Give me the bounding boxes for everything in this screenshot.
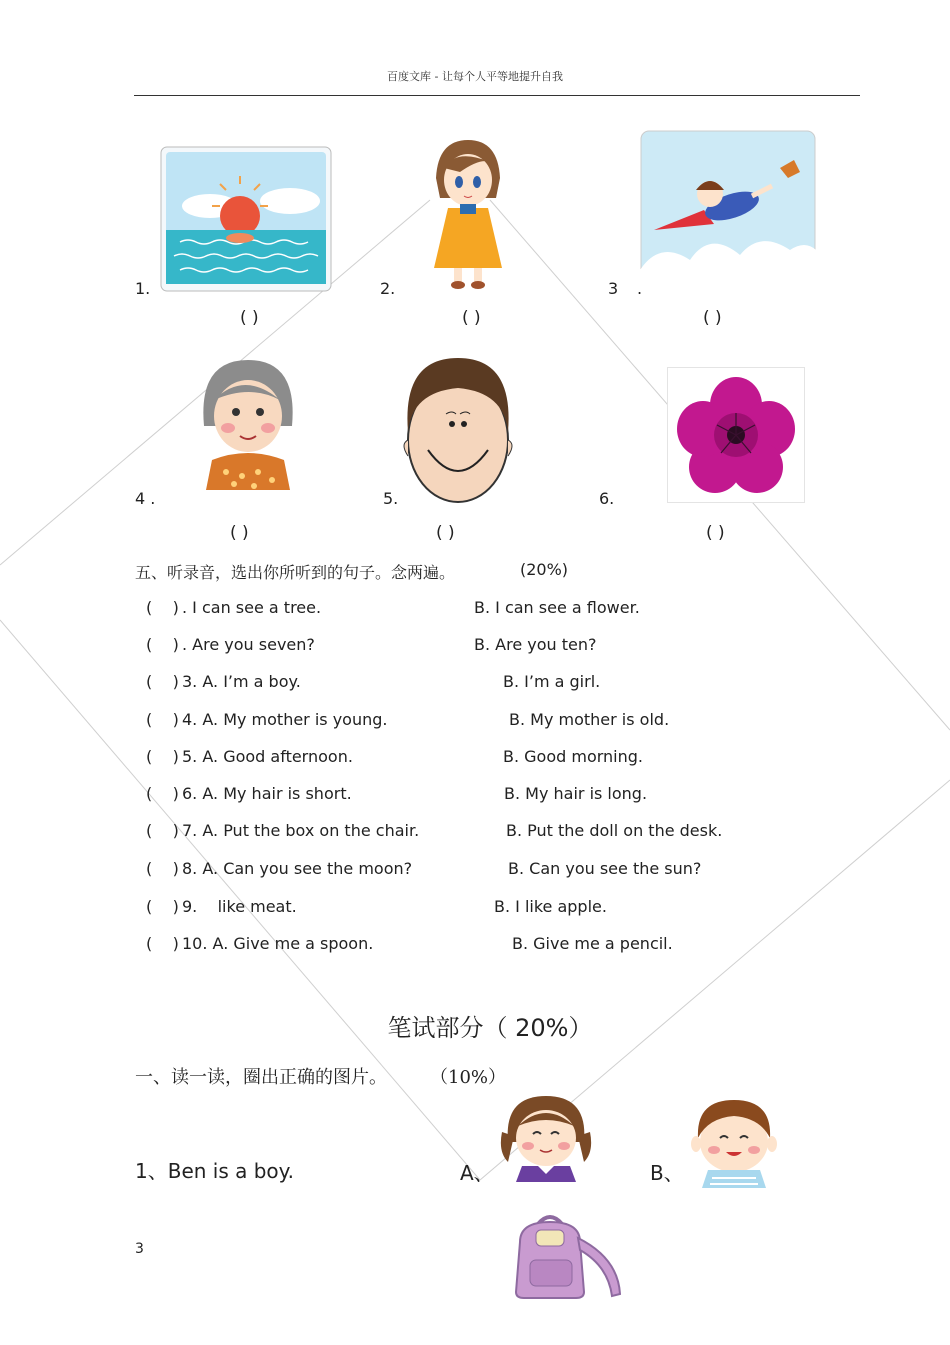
picture-3-flying-girl [640, 130, 816, 293]
picture-4-answer[interactable]: ( ) [230, 523, 249, 543]
question-5-bracket[interactable]: ( ) [146, 747, 179, 766]
flying-girl-icon [640, 130, 816, 293]
section5-title: 五、听录音，选出你所听到的句子。念两遍。 [135, 563, 456, 582]
boy-face-icon-2 [688, 1098, 780, 1188]
picture-5-boy-face [402, 354, 514, 506]
grandmother-icon [196, 356, 296, 492]
picture-4-grandmother [196, 356, 296, 492]
picture-6-number: 6. [599, 489, 615, 508]
picture-5-answer[interactable]: ( ) [436, 523, 455, 543]
question-7-option-b: B. Put the doll on the desk. [506, 821, 723, 840]
girl-icon [426, 138, 510, 290]
option-a-girl-picture[interactable] [500, 1092, 592, 1182]
question-4-option-b: B. My mother is old. [509, 710, 670, 729]
question-2-option-b: B. Are you ten? [474, 635, 597, 654]
question-8-bracket[interactable]: ( ) [146, 859, 179, 878]
question-2-option-a: . Are you seven? [182, 635, 315, 654]
question-8-option-b: B. Can you see the sun? [508, 859, 702, 878]
question-5-option-b: B. Good morning. [503, 747, 644, 766]
question-10-option-a: 10. A. Give me a spoon. [182, 934, 374, 953]
option-a-label[interactable]: A、 [460, 1161, 494, 1185]
question-8-option-a: 8. A. Can you see the moon? [182, 859, 413, 878]
section5-score: (20%) [520, 560, 569, 579]
question-7-bracket[interactable]: ( ) [146, 821, 179, 840]
question-2-bracket[interactable]: ( ) [146, 635, 179, 654]
question-10-option-b: B. Give me a pencil. [512, 934, 673, 953]
schoolbag-picture [508, 1212, 626, 1300]
question-1-option-a: . I can see a tree. [182, 598, 322, 617]
question-1-option-b: B. I can see a flower. [474, 598, 640, 617]
boy-face-icon [402, 354, 514, 506]
picture-5-number: 5. [383, 489, 399, 508]
picture-1-number: 1. [135, 279, 151, 298]
picture-4-number: 4 . [135, 489, 156, 508]
section1-score: （10%） [430, 1067, 507, 1088]
question-9-option-a: 9. like meat. [182, 897, 297, 916]
question-3-option-a: 3. A. I’m a boy. [182, 672, 301, 691]
picture-3-number-dot: . [637, 279, 643, 298]
schoolbag-icon [508, 1212, 626, 1300]
question-5-option-a: 5. A. Good afternoon. [182, 747, 353, 766]
question-6-bracket[interactable]: ( ) [146, 784, 179, 803]
section1-question-1: 1、Ben is a boy. [135, 1159, 295, 1183]
question-4-option-a: 4. A. My mother is young. [182, 710, 388, 729]
question-3-option-b: B. I’m a girl. [503, 672, 601, 691]
page-number: 3 [135, 1241, 144, 1257]
picture-6-answer[interactable]: ( ) [706, 523, 725, 543]
picture-2-girl [426, 138, 510, 290]
page-header: 百度文库 - 让每个人平等地提升自我 [387, 70, 563, 83]
question-7-option-a: 7. A. Put the box on the chair. [182, 821, 420, 840]
question-6-option-b: B. My hair is long. [504, 784, 648, 803]
picture-2-number: 2. [380, 279, 396, 298]
written-part-title: 笔试部分（ 20%） [387, 1014, 593, 1042]
flower-icon [667, 367, 805, 503]
section1-title: 一、读一读，圈出正确的图片。 [135, 1067, 387, 1088]
question-4-bracket[interactable]: ( ) [146, 710, 179, 729]
question-9-option-b: B. I like apple. [494, 897, 607, 916]
question-1-bracket[interactable]: ( ) [146, 598, 179, 617]
picture-1-answer[interactable]: ( ) [240, 308, 259, 328]
question-6-option-a: 6. A. My hair is short. [182, 784, 352, 803]
option-b-boy-picture[interactable] [688, 1098, 780, 1188]
picture-6-flower [667, 367, 805, 503]
picture-2-answer[interactable]: ( ) [462, 308, 481, 328]
picture-1-sun-sea [160, 146, 332, 292]
option-b-label[interactable]: B、 [650, 1161, 684, 1185]
girl-face-icon [500, 1092, 592, 1182]
picture-3-number: 3 [608, 279, 619, 298]
question-10-bracket[interactable]: ( ) [146, 934, 179, 953]
question-3-bracket[interactable]: ( ) [146, 672, 179, 691]
header-rule [134, 95, 860, 96]
picture-3-answer[interactable]: ( ) [703, 308, 722, 328]
sun-over-sea-icon [160, 146, 332, 292]
question-9-bracket[interactable]: ( ) [146, 897, 179, 916]
